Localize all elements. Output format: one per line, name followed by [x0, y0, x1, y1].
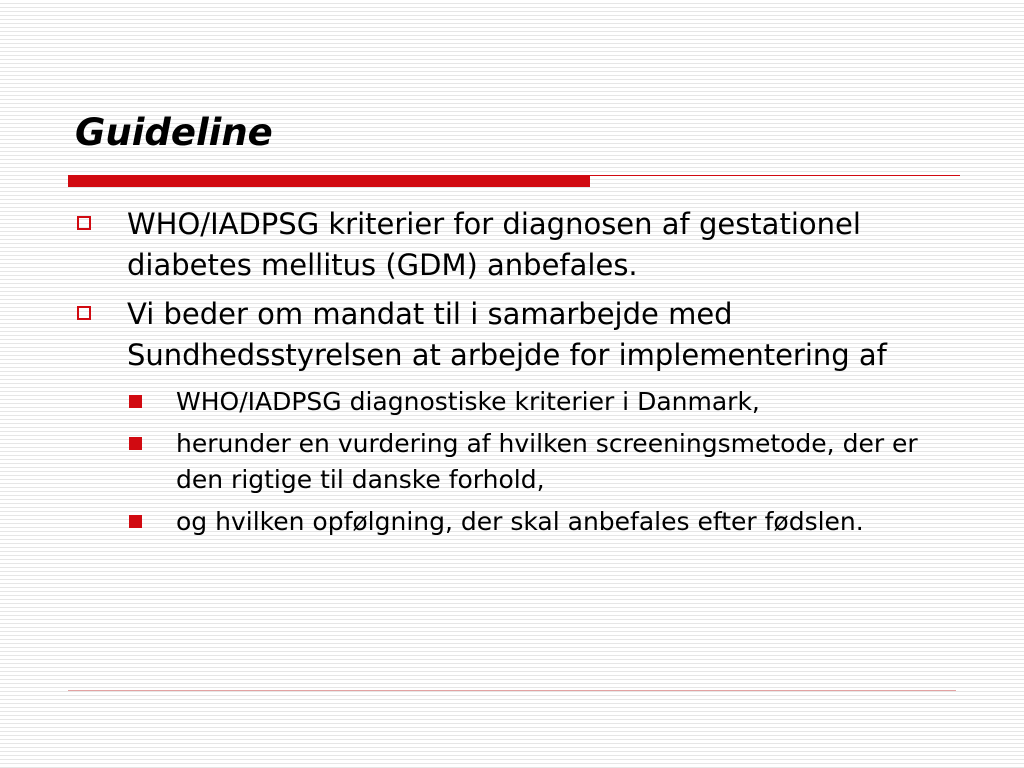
sub-bullet-text: WHO/IADPSG diagnostiske kriterier i Danmark,: [176, 387, 760, 416]
filled-square-icon: [129, 395, 142, 408]
filled-square-icon: [129, 437, 142, 450]
sub-bullet-text: og hvilken opfølgning, der skal anbefales efter fødslen.: [176, 507, 864, 536]
sub-bullet-item: [127, 504, 965, 540]
filled-square-icon: [129, 515, 142, 528]
bullet-item: [75, 294, 965, 376]
sub-bullet-list: [75, 384, 965, 540]
title-underline-thick: [68, 175, 590, 187]
bullet-text: Vi beder om mandat til i samarbejde med Sundhedsstyrelsen at arbejde for implementering af: [127, 297, 887, 372]
sub-bullet-text: herunder en vurdering af hvilken screeningsmetode, der er den rigtige til danske forhold,: [176, 429, 918, 494]
bullet-text: WHO/IADPSG kriterier for diagnosen af gestationel diabetes mellitus (GDM) anbefales.: [127, 207, 861, 282]
slide-title: Guideline: [75, 111, 273, 154]
slide-body: [75, 204, 965, 546]
hollow-square-icon: [77, 306, 91, 320]
bullet-item: [75, 204, 965, 286]
title-underline-thin: [590, 175, 960, 176]
sub-bullet-item: [127, 426, 965, 498]
hollow-square-icon: [77, 216, 91, 230]
footer-rule: [68, 690, 956, 691]
sub-bullet-item: [127, 384, 965, 420]
